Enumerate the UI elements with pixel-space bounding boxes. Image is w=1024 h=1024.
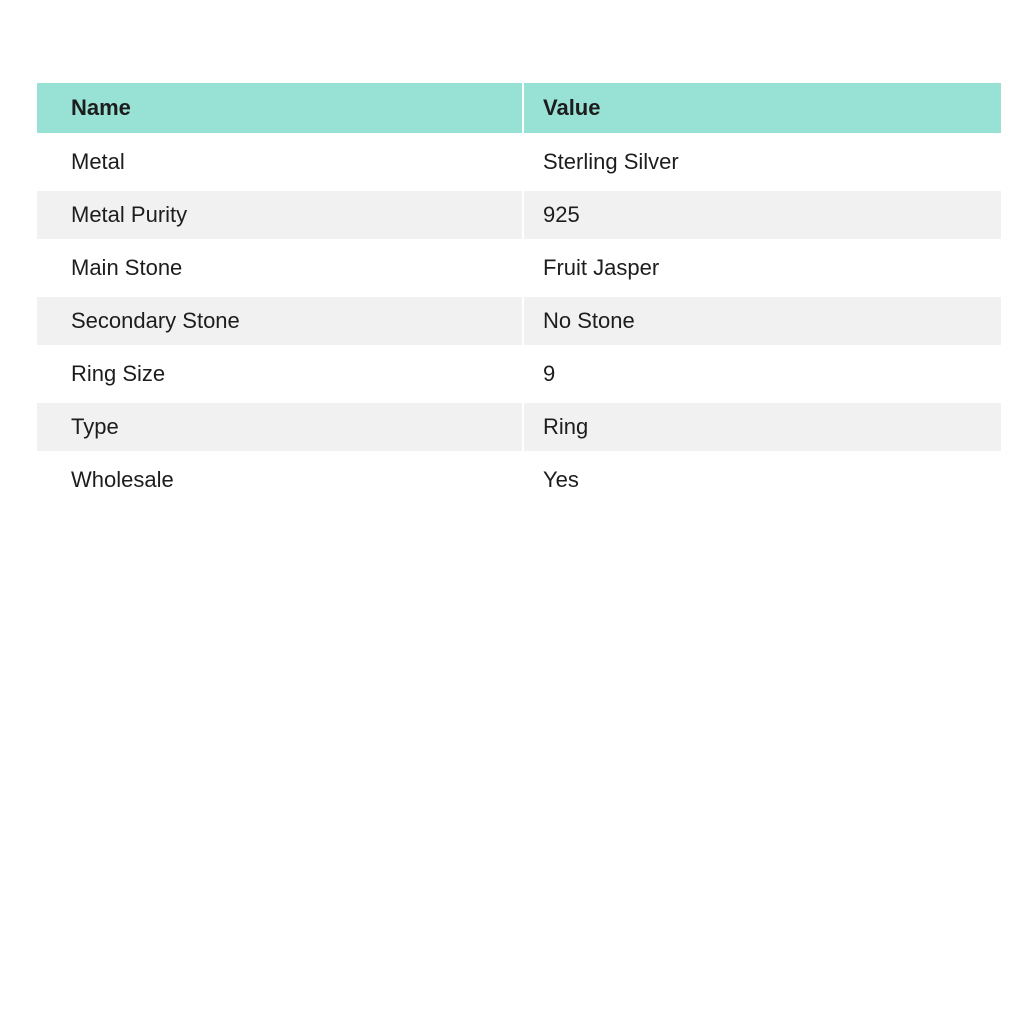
attribute-value-cell: 9: [524, 350, 1001, 398]
attribute-name-cell: Metal Purity: [37, 191, 522, 239]
attribute-name-cell: Ring Size: [37, 350, 522, 398]
attribute-value-cell: Fruit Jasper: [524, 244, 1001, 292]
attribute-value-cell: Ring: [524, 403, 1001, 451]
attribute-value-cell: No Stone: [524, 297, 1001, 345]
attribute-name-cell: Type: [37, 403, 522, 451]
table-row-main-stone: [37, 244, 1001, 292]
table-row-ring-size: [37, 350, 1001, 398]
table-header-row: [37, 83, 1001, 133]
attribute-name-cell: Secondary Stone: [37, 297, 522, 345]
attribute-name-cell: Wholesale: [37, 456, 522, 504]
attribute-value-cell: 925: [524, 191, 1001, 239]
attribute-value-cell: Yes: [524, 456, 1001, 504]
attribute-name-cell: Metal: [37, 138, 522, 186]
value-column-header: Value: [524, 83, 1001, 133]
name-column-header: Name: [37, 83, 522, 133]
table-row-wholesale: [37, 456, 1001, 504]
attribute-value-cell: Sterling Silver: [524, 138, 1001, 186]
table-row-secondary-stone: [37, 297, 1001, 345]
attribute-name-cell: Main Stone: [37, 244, 522, 292]
table-row-type: [37, 403, 1001, 451]
table-row-metal-purity: [37, 191, 1001, 239]
product-attributes-table: [37, 83, 1001, 509]
table-row-metal: [37, 138, 1001, 186]
